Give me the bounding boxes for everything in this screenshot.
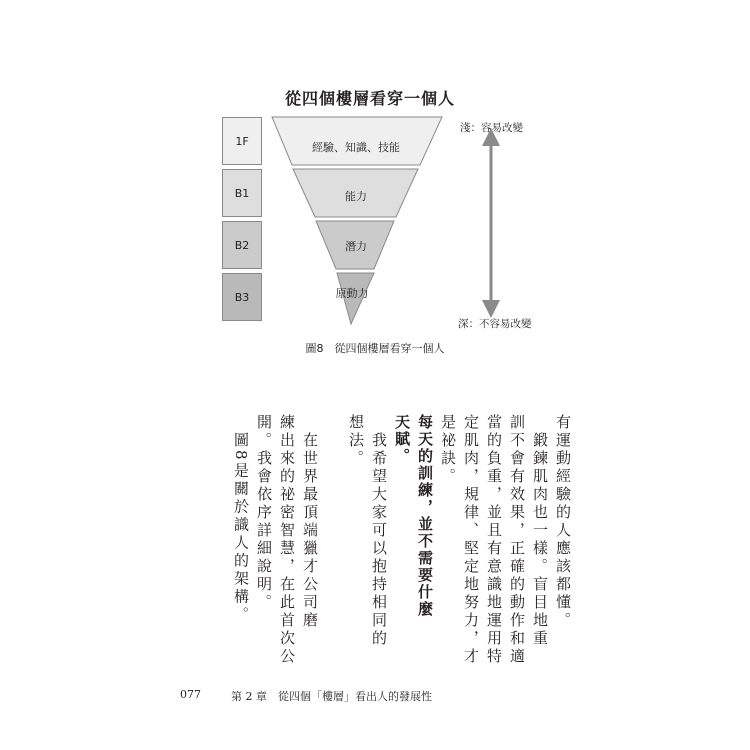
figure-caption: 圖8 從四個樓層看穿一個人 xyxy=(305,342,445,355)
body-column: 當的負重，並且有意識地運用特 xyxy=(485,414,503,666)
figure-title: 從四個樓層看穿一個人 xyxy=(284,89,455,108)
body-column: 訓不會有效果，正確的動作和適 xyxy=(508,414,526,666)
page-number: 077 xyxy=(180,688,201,701)
layer-label-potential: 潛力 xyxy=(345,240,367,253)
layer-label-experience: 經驗、知識、技能 xyxy=(312,141,400,154)
floor-label-1f: 1F xyxy=(222,117,262,165)
body-column-emphasis: 每天的訓練，並不需要什麼 xyxy=(416,414,434,618)
body-column: 我希望大家可以抱持相同的 xyxy=(370,414,388,648)
body-column: 圖8是關於識人的架構。 xyxy=(232,414,250,625)
layer-label-motivation: 原動力 xyxy=(335,287,369,300)
running-header-chapter: 第 2 章 從四個「樓層」看出人的發展性 xyxy=(231,690,432,703)
floor-label-b3: B3 xyxy=(222,273,262,321)
body-column-emphasis: 天賦。 xyxy=(393,414,411,465)
body-column: 鍛鍊肌肉也一樣。盲目地重 xyxy=(531,414,549,648)
body-column: 練出來的祕密智慧，在此首次公 xyxy=(278,414,296,666)
body-column: 開。我會依序詳細說明。 xyxy=(255,414,273,612)
deep-label: 深：不容易改變 xyxy=(458,318,532,330)
body-column: 是祕訣。 xyxy=(439,414,457,486)
floor-label-b2: B2 xyxy=(222,221,262,269)
body-column: 在世界最頂端獵才公司磨 xyxy=(301,414,319,630)
shallow-label: 淺：容易改變 xyxy=(460,122,523,134)
body-column: 想法。 xyxy=(347,414,365,468)
body-column: 有運動經驗的人應該都懂。 xyxy=(554,414,572,630)
floor-label-b1: B1 xyxy=(222,169,262,217)
layer-label-ability: 能力 xyxy=(345,190,367,203)
body-column: 定肌肉，規律、堅定地努力，才 xyxy=(462,414,480,666)
